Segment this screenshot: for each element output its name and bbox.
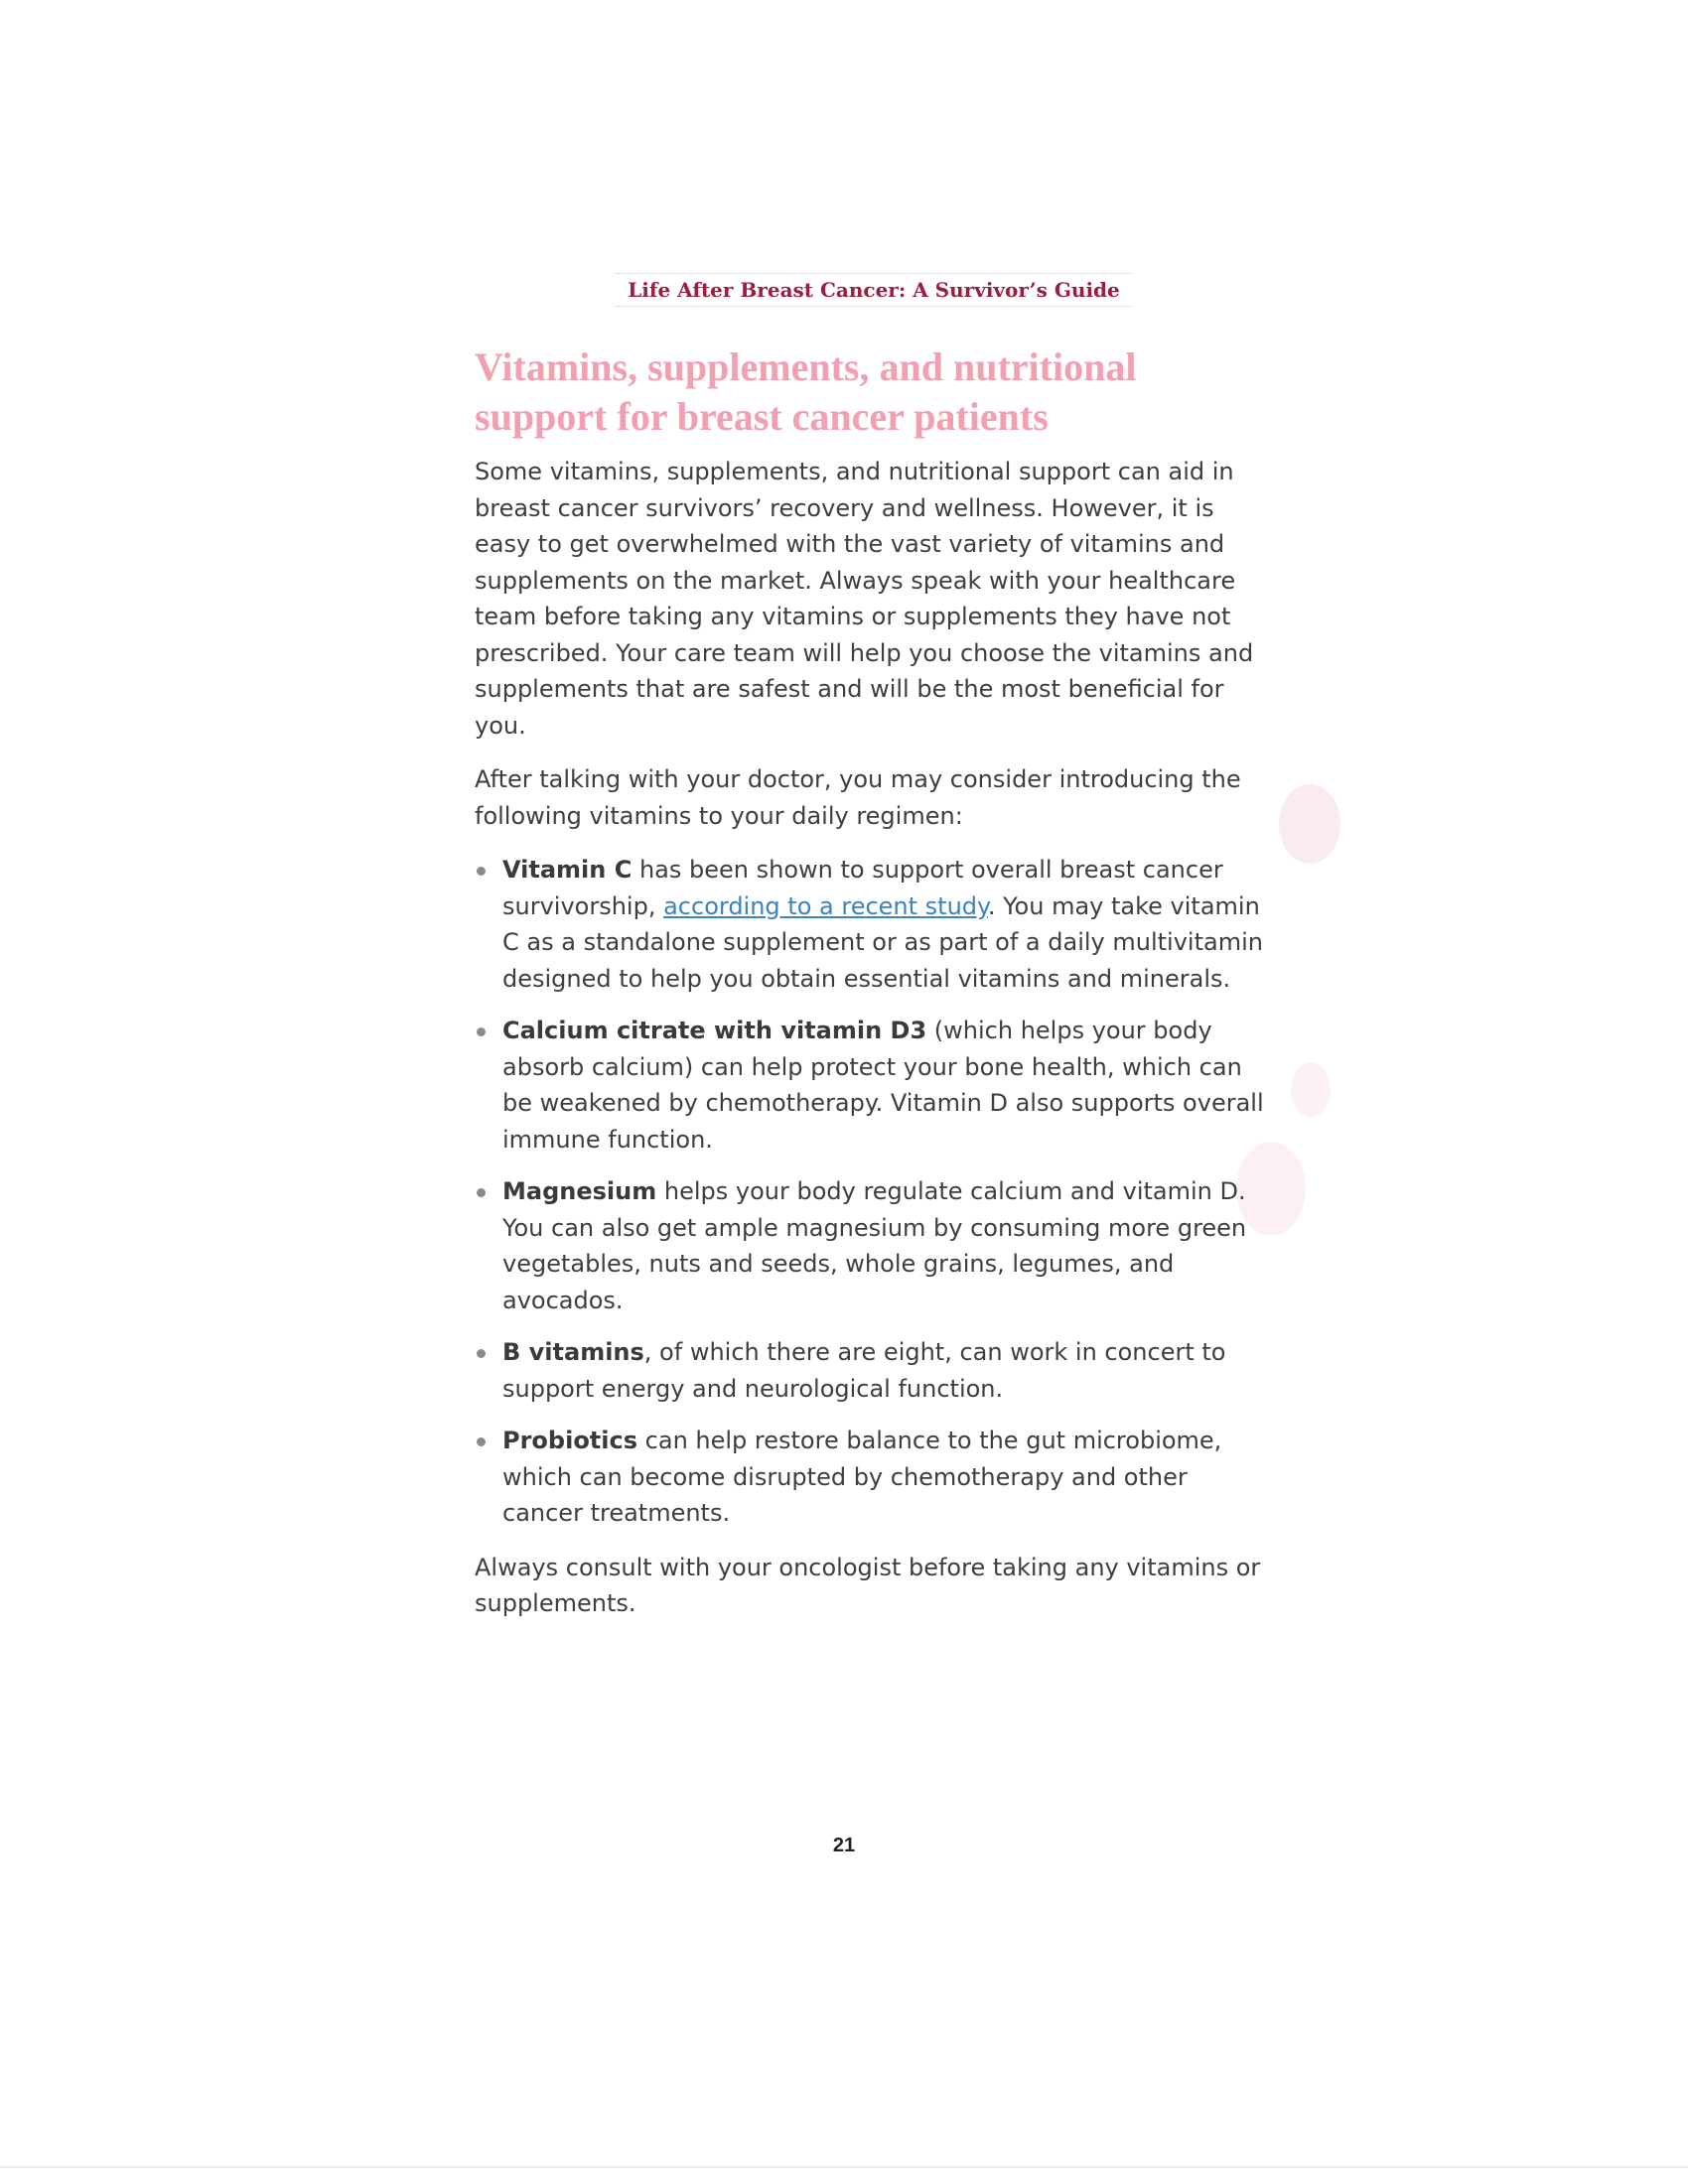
list-item-term: Calcium citrate with vitamin D3 — [502, 1017, 927, 1044]
list-item-text: can help restore balance to the gut microbiome, which can become disrupted by chemotherapy and other cancer treatments. — [502, 1427, 1222, 1527]
list-item-magnesium — [475, 1173, 1269, 1318]
list-item-text: helps your body regulate calcium and vitamin D. You can also get ample magnesium by consuming more green vegetables, nuts and seeds, whole grains, legumes, and avocados. — [502, 1177, 1247, 1314]
running-header: Life After Breast Cancer: A Survivor’s Guide — [616, 273, 1132, 307]
list-item-calcium — [475, 1013, 1269, 1158]
background-watermark-shape — [1291, 1062, 1331, 1117]
bullet-icon — [477, 1027, 486, 1036]
list-item-probiotics — [475, 1423, 1269, 1532]
background-watermark-shape — [1279, 784, 1340, 864]
article-body — [475, 342, 1269, 1640]
list-item-term: Probiotics — [502, 1427, 638, 1454]
bullet-icon — [477, 867, 486, 876]
bullet-icon — [477, 1349, 486, 1358]
page-edge-divider — [0, 2166, 1688, 2168]
bullet-icon — [477, 1188, 486, 1197]
list-item-text: . You may take vitamin C as a standalone supplement or as part of a daily multivitamin designed to help you obtain essential vitamins and minerals. — [502, 891, 1263, 993]
list-item-term: B vitamins — [502, 1338, 644, 1366]
article-title: Vitamins, supplements, and nutritional support for breast cancer patients — [475, 344, 1137, 439]
list-item-text: has been shown to support overall breast cancer survivorship, — [502, 856, 1223, 920]
list-item-term: Vitamin C — [502, 856, 633, 884]
list-item-text: , of which there are eight, can work in concert to support energy and neurological function. — [502, 1338, 1226, 1403]
lead-in-paragraph: After talking with your doctor, you may consider introducing the following vitamins to your daily regimen: — [475, 765, 1241, 830]
closing-paragraph: Always consult with your oncologist before taking any vitamins or supplements. — [475, 1553, 1261, 1617]
vitamin-list — [475, 852, 1269, 1532]
list-item-text: (which helps your body absorb calcium) can help protect your bone health, which can be weakened by chemotherapy. Vitamin D also supports overall immune function. — [502, 1017, 1264, 1154]
page-number: 21 — [832, 1835, 856, 1856]
study-link[interactable]: according to a recent study — [663, 891, 988, 920]
list-item-b-vitamins — [475, 1334, 1269, 1407]
list-item-term: Magnesium — [502, 1177, 657, 1205]
intro-paragraph: Some vitamins, supplements, and nutritional support can aid in breast cancer survivors’ recovery and wellness. However, it is easy to get overwhelmed with the vast variety of vitamins and supplements on the market. Always speak with your healthcare team before taking any vitamins or supplements they have not prescribed. Your care team will help you choose the vitamins and supplements that are safest and will be the most beneficial for you. — [475, 458, 1254, 740]
list-item-vitamin-c — [475, 852, 1269, 997]
bullet-icon — [477, 1437, 486, 1446]
